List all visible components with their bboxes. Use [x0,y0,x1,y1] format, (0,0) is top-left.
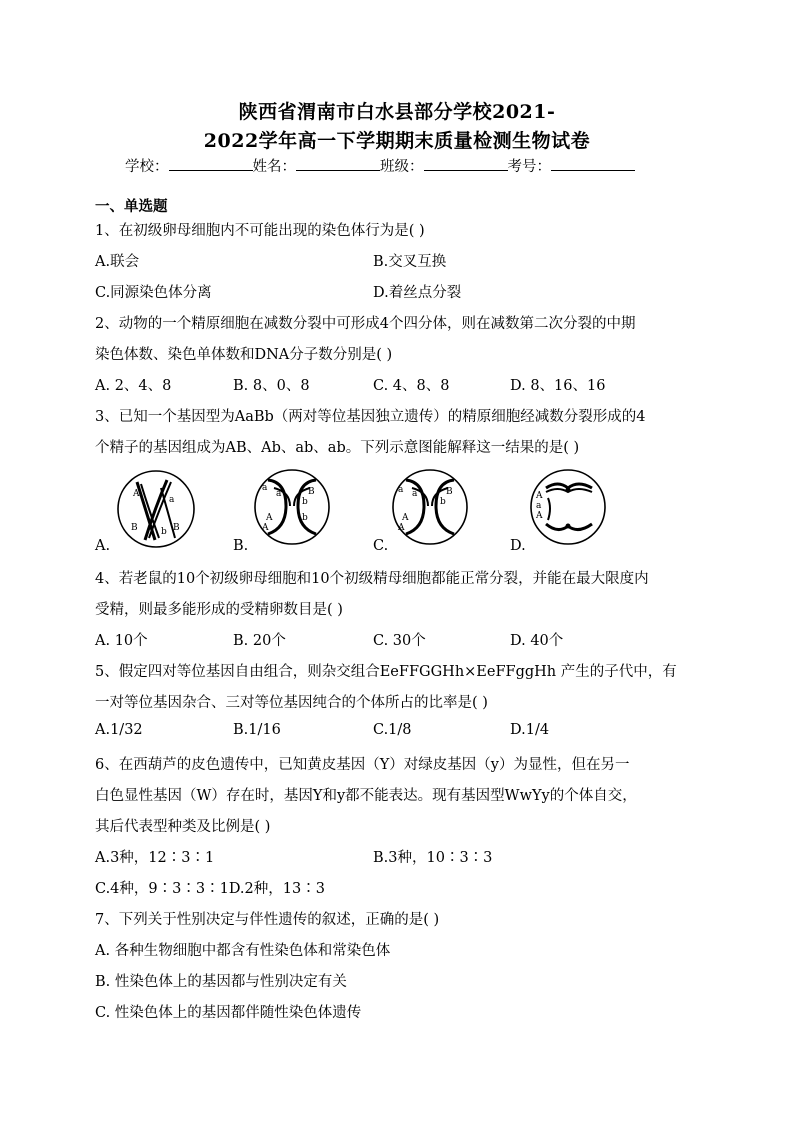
q5-stem-1: 5、假定四对等位基因自由组合，则杂交组合EeFFGGHh×EeFFggHh 产生的子代中，有 [95,664,677,680]
q7-option-c: C. 性染色体上的基因都伴随性染色体遗传 [95,1005,362,1021]
figure-c-cell [390,468,470,546]
svg-text:a: a [262,483,268,493]
svg-text:A: A [266,513,273,523]
q1-option-c: C.同源染色体分离 [95,285,212,301]
q6-stem-1: 6、在西葫芦的皮色遗传中，已知黄皮基因（Y）对绿皮基因（y）为显性，但在另一 [95,757,630,773]
q2-option-a: A. 2、4、8 [95,378,172,394]
name-label: 姓名： [252,159,296,175]
svg-text:b: b [302,513,308,523]
figure-b-cell [252,468,332,546]
q4-option-a: A. 10个 [95,633,148,649]
svg-text:B: B [446,487,453,497]
svg-text:B: B [131,523,138,533]
q1-stem: 1、在初级卵母细胞内不可能出现的染色体行为是( ) [95,223,425,239]
q4-option-d: D. 40个 [510,633,564,649]
svg-text:A: A [133,489,140,499]
examno-label: 考号： [507,159,551,175]
svg-text:b: b [302,497,308,507]
q2-option-d: D. 8、16、16 [510,378,606,394]
q6-option-a: A.3种，12∶3∶1 [95,850,215,866]
q4-option-b: B. 20个 [233,633,286,649]
school-label: 学校： [125,159,169,175]
figure-a-cell [115,468,197,550]
q5-stem-2: 一对等位基因杂合、三对等位基因纯合的个体所占的比率是( ) [95,695,488,711]
q2-stem-2: 染色体数、染色单体数和DNA分子数分别是( ) [95,347,393,363]
title-line-1: 陕西省渭南市白水县部分学校2021- [238,101,556,123]
q6-stem-2: 白色显性基因（W）存在时，基因Y和y都不能表达。现有基因型WwYy的个体自交， [95,788,637,804]
q5-option-d: D.1/4 [510,722,550,738]
q1-option-d: D.着丝点分裂 [373,285,462,301]
school-field[interactable] [169,156,253,171]
q6-stem-3: 其后代表型种类及比例是( ) [95,819,271,835]
q6-option-cd: C.4种，9∶3∶3∶1D.2种，13∶3 [95,881,325,897]
svg-text:b: b [161,527,167,537]
svg-text:a: a [169,495,175,505]
q3-option-d: D. [510,538,526,554]
svg-text:b: b [440,497,446,507]
q3-option-a: A. [95,538,111,554]
q6-option-b: B.3种，10∶3∶3 [373,850,493,866]
q1-option-b: B.交叉互换 [373,254,447,270]
q4-stem-1: 4、若老鼠的10个初级卵母细胞和10个初级精母细胞都能正常分裂，并能在最大限度内 [95,571,649,587]
svg-text:A: A [536,511,543,521]
class-label: 班级： [380,159,424,175]
svg-text:a: a [536,501,542,511]
svg-text:a: a [412,489,418,499]
q5-option-c: C.1/8 [373,722,412,738]
section-title: 一、单选题 [95,198,168,215]
q7-option-a: A. 各种生物细胞中都含有性染色体和常染色体 [95,943,391,959]
svg-text:a: a [398,485,404,495]
q7-stem: 7、下列关于性别决定与伴性遗传的叙述，正确的是( ) [95,912,440,928]
q2-option-b: B. 8、0、8 [233,378,310,394]
svg-text:A: A [536,491,543,501]
class-field[interactable] [424,156,508,171]
q3-stem-1: 3、已知一个基因型为AaBb（两对等位基因独立遗传）的精原细胞经减数分裂形成的4 [95,409,646,425]
q3-stem-2: 个精子的基因组成为AB、Ab、ab、ab。下列示意图能解释这一结果的是( ) [95,440,580,456]
q5-option-a: A.1/32 [95,722,143,738]
svg-text:A: A [402,513,409,523]
examno-field[interactable] [551,156,635,171]
q5-option-b: B.1/16 [233,722,281,738]
svg-text:B: B [308,487,315,497]
q3-option-b: B. [233,538,249,554]
q3-option-c: C. [373,538,389,554]
title-line-2: 2022学年高一下学期期末质量检测生物试卷 [203,130,591,152]
svg-text:a: a [276,489,282,499]
info-line [125,155,635,176]
figure-d-cell [528,468,608,546]
q4-option-c: C. 30个 [373,633,426,649]
svg-text:A: A [262,523,269,533]
svg-text:B: B [173,523,180,533]
q2-stem-1: 2、动物的一个精原细胞在减数分裂中可形成4个四分体，则在减数第二次分裂的中期 [95,316,636,332]
q4-stem-2: 受精，则最多能形成的受精卵数目是( ) [95,602,343,618]
name-field[interactable] [296,156,380,171]
svg-text:A: A [398,523,405,533]
q7-option-b: B. 性染色体上的基因都与性别决定有关 [95,974,347,990]
q2-option-c: C. 4、8、8 [373,378,450,394]
q1-option-a: A.联会 [95,254,140,270]
